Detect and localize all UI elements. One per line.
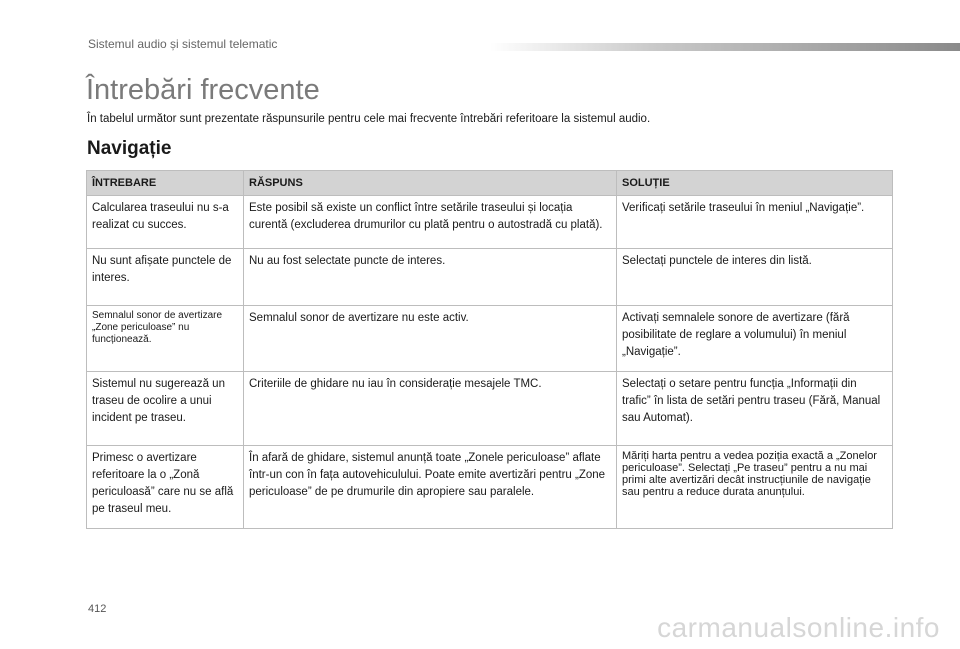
solution-cell: Selectați o setare pentru funcția „Informații din trafic” în lista de setări pentru traseu (Fără, Manual sau Automat).	[617, 372, 893, 446]
table-row	[87, 372, 893, 446]
column-header-question: ÎNTREBARE	[87, 171, 244, 196]
question-cell: Semnalul sonor de avertizare „Zone periculoase” nu funcționează.	[87, 306, 244, 372]
section-title: Navigație	[87, 138, 172, 159]
answer-cell: Nu au fost selectate puncte de interes.	[244, 249, 617, 306]
question-cell: Primesc o avertizare referitoare la o „Zonă periculoasă” care nu se află pe traseul meu.	[87, 446, 244, 529]
table-row	[87, 306, 893, 372]
watermark: carmanualsonline.info	[657, 612, 940, 643]
table-row	[87, 249, 893, 306]
question-cell: Sistemul nu sugerează un traseu de ocolire a unui incident pe traseu.	[87, 372, 244, 446]
solution-cell: Selectați punctele de interes din listă.	[617, 249, 893, 306]
page-number: 412	[88, 603, 107, 615]
question-cell: Calcularea traseului nu s-a realizat cu succes.	[87, 196, 244, 249]
answer-cell: Este posibil să existe un conflict între setările traseului și locația curentă (excluderea drumurilor cu plată pentru o autostradă cu plată).	[244, 196, 617, 249]
table-header-row	[87, 171, 893, 196]
table-row	[87, 446, 893, 529]
answer-cell: În afară de ghidare, sistemul anunță toate „Zonele periculoase” aflate într-un con în fața autovehiculului. Poate emite avertizări pentru „Zone periculoase” de pe drumurile din apropiere sau paralele.	[244, 446, 617, 529]
faq-table	[86, 170, 893, 529]
answer-cell: Semnalul sonor de avertizare nu este activ.	[244, 306, 617, 372]
header-section-title: Sistemul audio și sistemul telematic	[88, 37, 278, 51]
solution-cell: Măriți harta pentru a vedea poziția exactă a „Zonelor periculoase”. Selectați „Pe traseu” pentru a nu mai primi alte avertizări decât instrucțiunile de navigație sau pentru a reduce durata anunțului.	[617, 446, 893, 529]
solution-cell: Activați semnalele sonore de avertizare (fără posibilitate de reglare a volumului) în meniul „Navigație”.	[617, 306, 893, 372]
header-gradient-bar	[490, 43, 960, 51]
solution-cell: Verificați setările traseului în meniul „Navigație”.	[617, 196, 893, 249]
table-row	[87, 196, 893, 249]
answer-cell: Criteriile de ghidare nu iau în considerație mesajele TMC.	[244, 372, 617, 446]
column-header-solution: SOLUȚIE	[617, 171, 893, 196]
page-title: Întrebări frecvente	[86, 74, 320, 106]
question-cell: Nu sunt afișate punctele de interes.	[87, 249, 244, 306]
column-header-answer: RĂSPUNS	[244, 171, 617, 196]
intro-text: În tabelul următor sunt prezentate răspunsurile pentru cele mai frecvente întrebări referitoare la sistemul audio.	[87, 113, 651, 125]
